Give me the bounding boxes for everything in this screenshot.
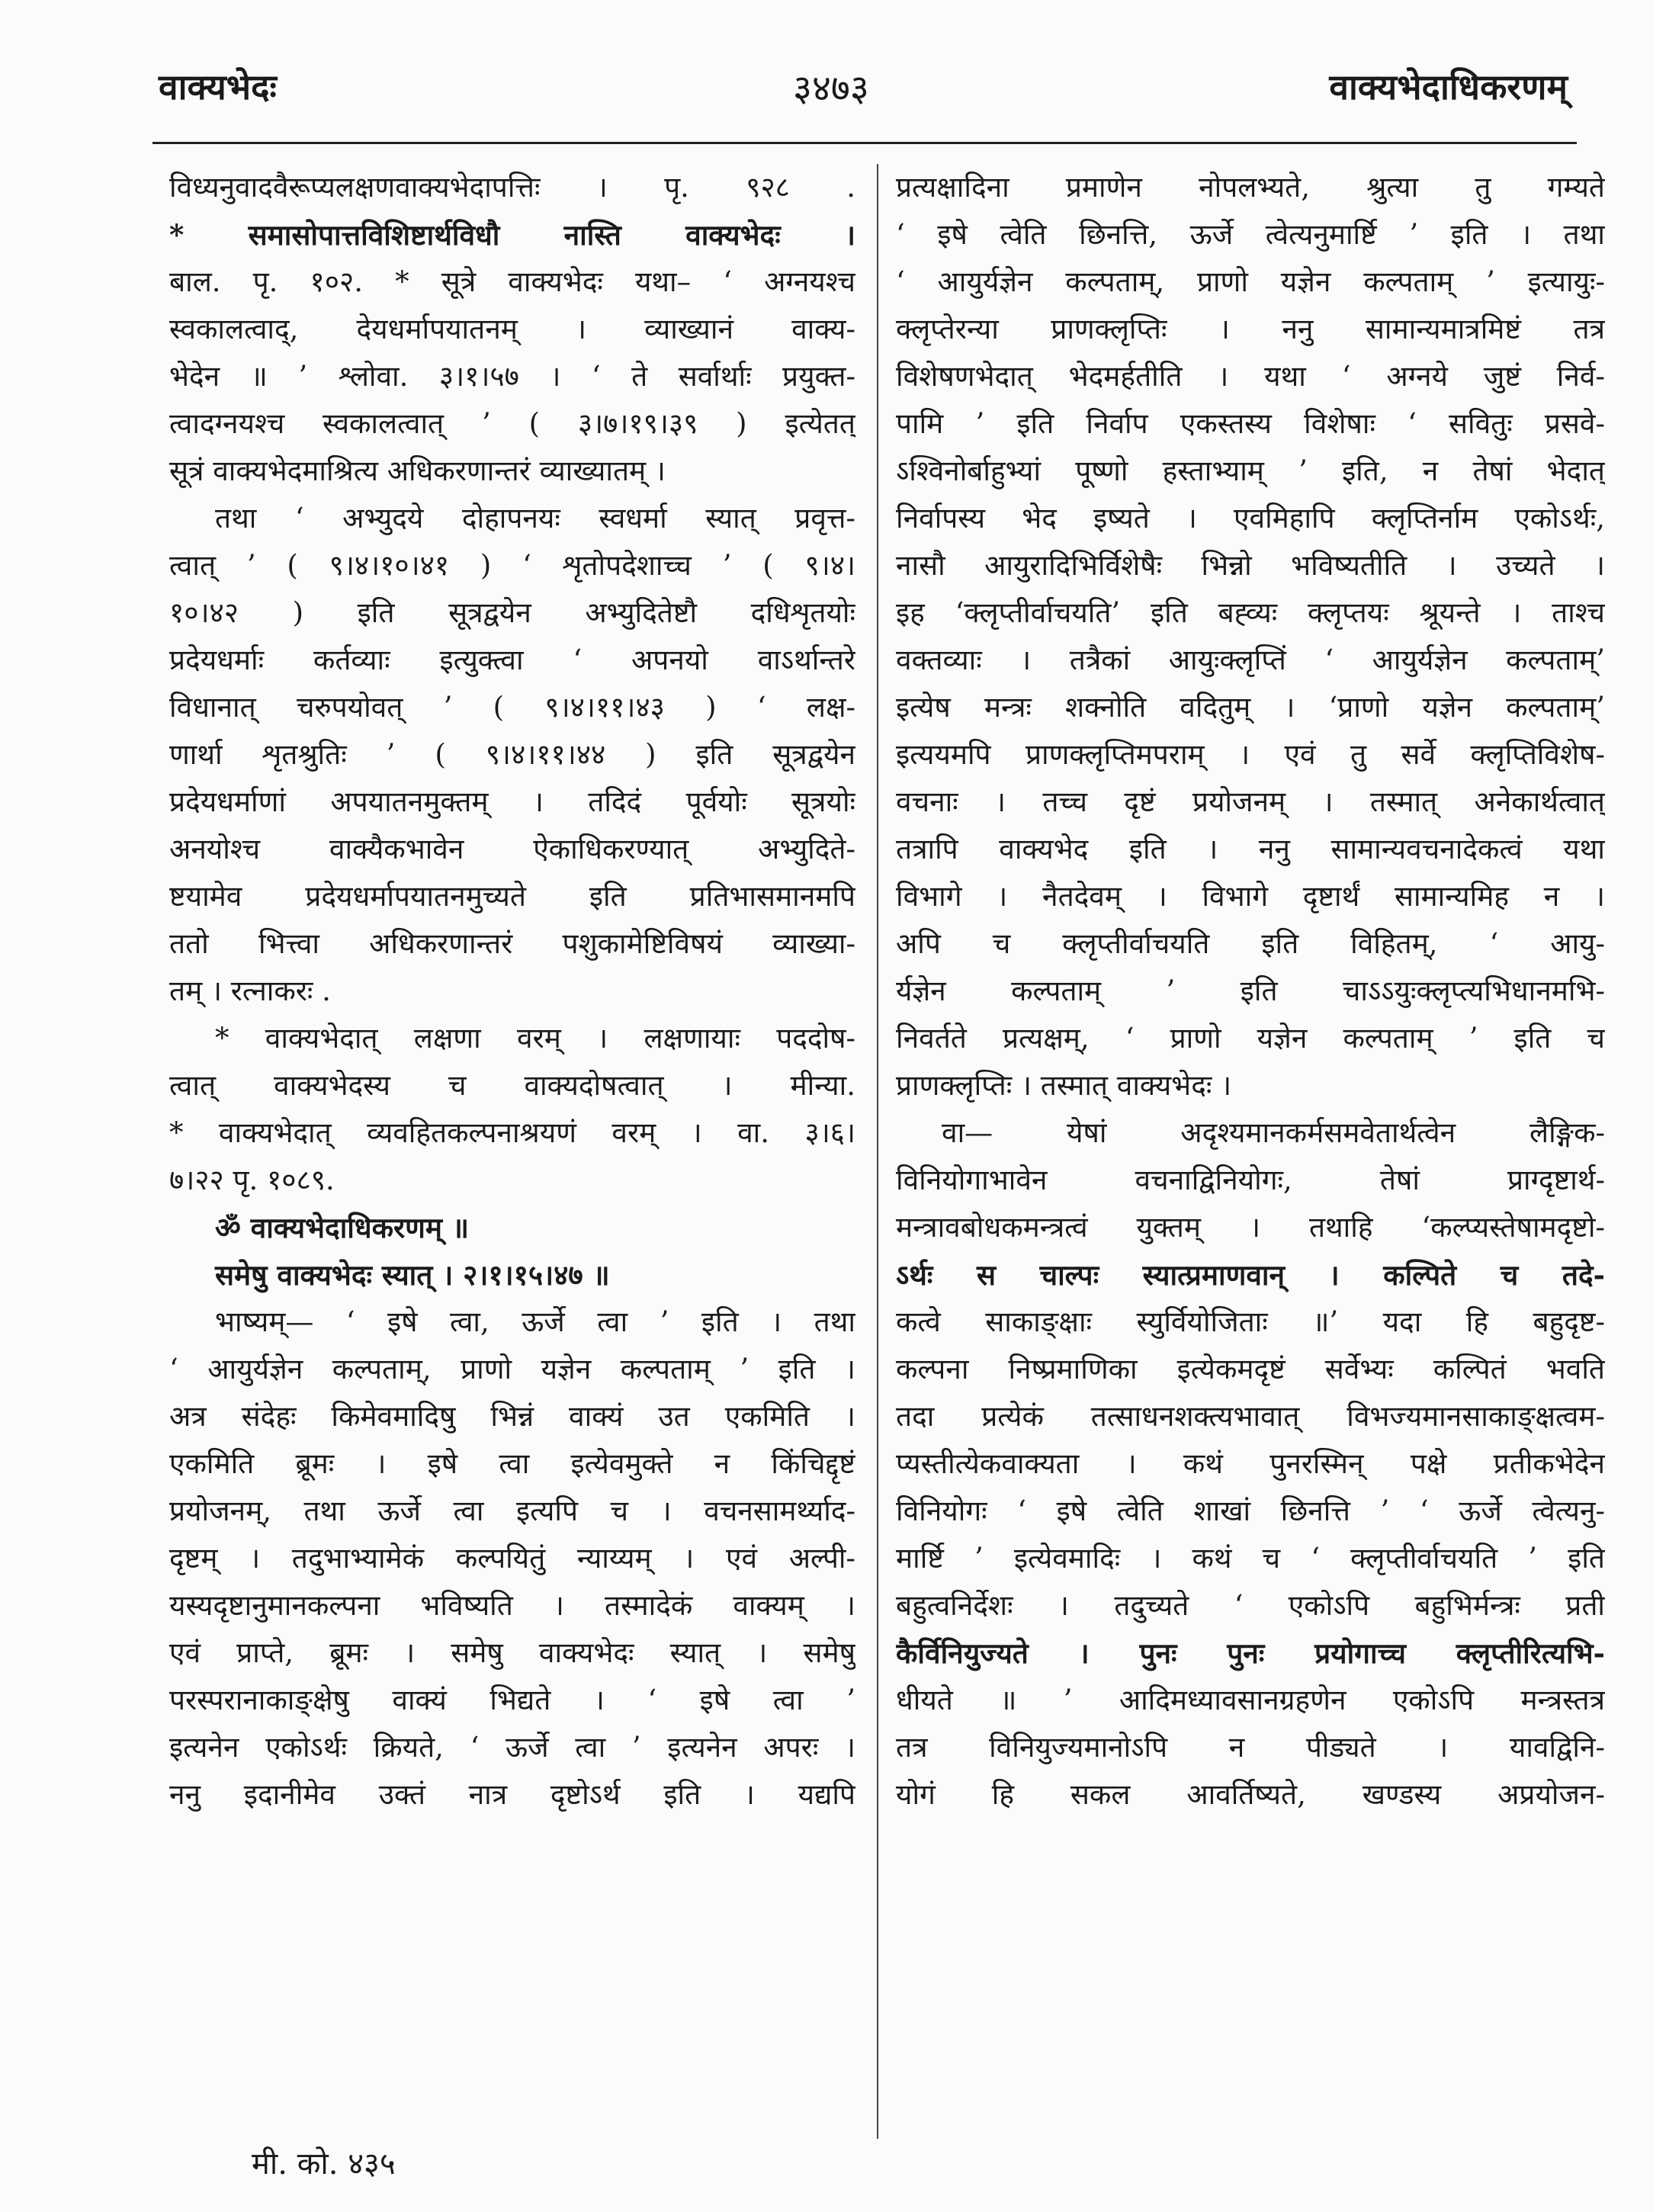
text-line: णार्था शृतश्रुतिः ’ ( ९।४।११।४४ ) इति सूत्रद्वयेन bbox=[169, 738, 855, 771]
text-line: विनियोगाभावेन वचनाद्विनियोगः, तेषां प्राग्दृष्टार्थ- bbox=[896, 1164, 1605, 1196]
text-line: वा— येषां अदृश्यमानकर्मसमवेतार्थत्वेन लैङ्गिक- bbox=[942, 1116, 1605, 1149]
text-line: ऽश्विनोर्बाहुभ्यां पूष्णो हस्ताभ्याम् ’ इति, न तेषां भेदात् bbox=[896, 454, 1605, 487]
text-line: * वाक्यभेदात् व्यवहितकल्पनाश्रयणं वरम् । वा. ३।६। bbox=[169, 1116, 855, 1149]
text-line: अनयोश्च वाक्यैकभावेन ऐकाधिकरण्यात् अभ्युदिते- bbox=[169, 833, 855, 865]
text-line: प्रयोजनम्, तथा ऊर्जे त्वा इत्यपि च । वचनसामर्थ्याद- bbox=[169, 1494, 855, 1527]
text-line: निर्वापस्य भेद इष्यते । एवमिहापि क्लृप्तिर्नाम एकोऽर्थः, bbox=[896, 502, 1605, 535]
text-line: तत्रापि वाक्यभेद इति । ननु सामान्यवचनादेकत्वं यथा bbox=[896, 833, 1605, 865]
text-line: धीयते ॥ ’ आदिमध्यावसानग्रहणेन एकोऽपि मन्त्रस्तत्र bbox=[896, 1684, 1605, 1716]
text-line: ष्टयामेव प्रदेयधर्मापयातनमुच्यते इति प्रतिभासमानमपि bbox=[169, 880, 855, 913]
text-line: प्यस्तीत्येकवाक्यता । कथं पुनरस्मिन् पक्षे प्रतीकभेदेन bbox=[896, 1447, 1605, 1480]
section-heading: ॐ वाक्यभेदाधिकरणम् ॥ bbox=[215, 1211, 470, 1244]
text-line: कत्वे साकाङ्क्षाः स्युर्वियोजिताः ॥’ यदा हि बहुदृष्ट- bbox=[896, 1305, 1605, 1338]
text-line: इत्यनेन एकोऽर्थः क्रियते, ‘ ऊर्जे त्वा ’ इत्यनेन अपरः । bbox=[169, 1731, 855, 1764]
text-line: त्वादग्नयश्च स्वकालत्वात् ’ ( ३।७।१९।३९ ) इत्येतत् bbox=[169, 407, 855, 440]
text-line: १०।४२ ) इति सूत्रद्वयेन अभ्युदितेष्टौ दधिशृतयोः bbox=[169, 596, 855, 629]
text-line: बाल. पृ. १०२. * सूत्रे वाक्यभेदः यथा– ‘ अग्नयश्च bbox=[169, 265, 855, 298]
text-line: र्यज्ञेन कल्पताम् ’ इति चाऽऽयुःक्लृप्त्यभिधानमभि- bbox=[896, 974, 1605, 1007]
sutra-heading: समेषु वाक्यभेदः स्यात् । २।१।१५।४७ ॥ bbox=[215, 1258, 610, 1292]
text-line: कल्पना निष्प्रमाणिका इत्येकमदृष्टं सर्वेभ्यः कल्पितं भवति bbox=[896, 1353, 1605, 1385]
left-column bbox=[169, 164, 855, 2085]
text-line: एवं प्राप्ते, ब्रूमः । समेषु वाक्यभेदः स्यात् । समेषु bbox=[169, 1636, 855, 1669]
header-rule bbox=[152, 142, 1577, 144]
text-line: ऽर्थः स चाल्पः स्यात्प्रमाणवान् । कल्पिते च तदे- bbox=[896, 1258, 1605, 1292]
text-line: मन्त्रावबोधकमन्त्रत्वं युक्तम् । तथाहि ‘कल्प्यस्तेषामदृष्टो- bbox=[896, 1211, 1605, 1244]
page-footer: मी. को. ४३५ bbox=[252, 2146, 396, 2182]
text-line: प्रदेयधर्माः कर्तव्याः इत्युक्त्वा ‘ अपनयो वाऽर्थान्तरे bbox=[169, 644, 855, 676]
text-line: त्वात् ’ ( ९।४।१०।४१ ) ‘ शृतोपदेशाच्च ’ ( ९।४। bbox=[169, 549, 855, 582]
text-line: प्रदेयधर्माणां अपयातनमुक्तम् । तदिदं पूर्वयोः सूत्रयोः bbox=[169, 785, 855, 818]
text-line: यस्यदृष्टानुमानकल्पना भविष्यति । तस्मादेकं वाक्यम् । bbox=[169, 1589, 855, 1622]
text-line: ततो भित्त्वा अधिकरणान्तरं पशुकामेष्टिविषयं व्याख्या- bbox=[169, 927, 855, 960]
text-line: सूत्रं वाक्यभेदमाश्रित्य अधिकरणान्तरं व्याख्यातम् । bbox=[169, 454, 666, 487]
text-line: * वाक्यभेदात् लक्षणा वरम् । लक्षणायाः पददोष- bbox=[215, 1022, 855, 1055]
text-line: तत्र विनियुज्यमानोऽपि न पीड्यते । यावद्विनि- bbox=[896, 1731, 1605, 1764]
text-line: मार्ष्टि ’ इत्येवमादिः । कथं च ‘ क्लृप्तीर्वाचयति ’ इति bbox=[896, 1542, 1605, 1575]
text-line: ‘ आयुर्यज्ञेन कल्पताम्, प्राणो यज्ञेन कल्पताम् ’ इत्यायुः- bbox=[896, 265, 1605, 298]
text-line: स्वकालत्वाद्, देयधर्मापयातनम् । व्याख्यानं वाक्य- bbox=[169, 313, 855, 345]
text-line: बहुत्वनिर्देशः । तदुच्यते ‘ एकोऽपि बहुभिर्मन्त्रः प्रती bbox=[896, 1589, 1605, 1622]
text-line: त्वात् वाक्यभेदस्य च वाक्यदोषत्वात् । मीन्या. bbox=[169, 1069, 855, 1102]
text-line: इह ‘क्लृप्तीर्वाचयति’ इति बह्व्यः क्लृप्तयः श्रूयन्ते । ताश्च bbox=[896, 596, 1605, 629]
text-line: निवर्तते प्रत्यक्षम्, ‘ प्राणो यज्ञेन कल्पताम् ’ इति च bbox=[896, 1022, 1605, 1055]
text-line: भेदेन ॥ ’ श्लोवा. ३।१।५७ । ‘ ते सर्वार्थाः प्रयुक्त- bbox=[169, 360, 855, 393]
text-line: ननु इदानीमेव उक्तं नात्र दृष्टोऽर्थ इति । यद्यपि bbox=[169, 1778, 855, 1811]
page-number: ३४७३ bbox=[793, 67, 869, 110]
text-line: तदा प्रत्येकं तत्साधनशक्त्यभावात् विभज्यमानसाकाङ्क्षत्वम- bbox=[896, 1400, 1605, 1433]
text-line: विभागे । नैतदेवम् । विभागे दृष्टार्थं सामान्यमिह न । bbox=[896, 880, 1605, 913]
text-line: परस्परानाकाङ्क्षेषु वाक्यं भिद्यते । ‘ इषे त्वा ’ bbox=[169, 1684, 855, 1716]
text-line: अत्र संदेहः किमेवमादिषु भिन्नं वाक्यं उत एकमिति । bbox=[169, 1400, 855, 1433]
text-line: भाष्यम्— ‘ इषे त्वा, ऊर्जे त्वा ’ इति । तथा bbox=[215, 1305, 855, 1338]
text-line: ‘ इषे त्वेति छिनत्ति, ऊर्जे त्वेत्यनुमार्ष्टि ’ इति । तथा bbox=[896, 218, 1605, 251]
text-line: विधानात् चरुपयोवत् ’ ( ९।४।११।४३ ) ‘ लक्ष- bbox=[169, 691, 855, 724]
text-line: इत्येष मन्त्रः शक्नोति वदितुम् । ‘प्राणो यज्ञेन कल्पताम्’ bbox=[896, 691, 1605, 724]
running-header-right: वाक्यभेदाधिकरणम् bbox=[1329, 66, 1568, 108]
text-line: पामि ’ इति निर्वाप एकस्तस्य विशेषाः ‘ सवितुः प्रसवे- bbox=[896, 407, 1605, 440]
text-line: अपि च क्लृप्तीर्वाचयति इति विहितम्, ‘ आयु- bbox=[896, 927, 1605, 960]
text-line: तम् । रत्नाकरः . bbox=[169, 974, 331, 1007]
text-line: नासौ आयुरादिभिर्विशेषैः भिन्नो भविष्यतीति । उच्यते । bbox=[896, 549, 1605, 582]
column-divider bbox=[877, 164, 878, 2139]
running-header-left: वाक्यभेदः bbox=[159, 66, 277, 108]
text-line: ७।२२ पृ. १०८९. bbox=[169, 1164, 335, 1196]
text-line: * समासोपात्तविशिष्टार्थविधौ नास्ति वाक्यभेदः । bbox=[169, 218, 855, 252]
text-line: विशेषणभेदात् भेदमर्हतीति । यथा ‘ अग्नये जुष्टं निर्व- bbox=[896, 360, 1605, 393]
text-line: क्लृप्तेरन्या प्राणक्लृप्तिः । ननु सामान्यमात्रमिष्टं तत्र bbox=[896, 313, 1605, 345]
text-line: कैर्विनियुज्यते । पुनः पुनः प्रयोगाच्च क्लृप्तीरित्यभि- bbox=[896, 1636, 1605, 1670]
text-line: इत्ययमपि प्राणक्लृप्तिमपराम् । एवं तु सर्वे क्लृप्तिविशेष- bbox=[896, 738, 1605, 771]
text-line: दृष्टम् । तदुभाभ्यामेकं कल्पयितुं न्याय्यम् । एवं अल्पी- bbox=[169, 1542, 855, 1575]
text-line: एकमिति ब्रूमः । इषे त्वा इत्येवमुक्ते न किंचिद्दृष्टं bbox=[169, 1447, 855, 1480]
text-line: प्रत्यक्षादिना प्रमाणेन नोपलभ्यते, श्रुत्या तु गम्यते bbox=[896, 171, 1605, 204]
text-line: प्राणक्लृप्तिः । तस्मात् वाक्यभेदः । bbox=[896, 1069, 1232, 1102]
text-line: ‘ आयुर्यज्ञेन कल्पताम्, प्राणो यज्ञेन कल्पताम् ’ इति । bbox=[169, 1353, 855, 1385]
text-line: वचनाः । तच्च दृष्टं प्रयोजनम् । तस्मात् अनेकार्थत्वात् bbox=[896, 785, 1605, 818]
right-column bbox=[896, 164, 1605, 2139]
text-line: विनियोगः ‘ इषे त्वेति शाखां छिनत्ति ’ ‘ ऊर्जे त्वेत्यनु- bbox=[896, 1494, 1605, 1527]
text-line: योगं हि सकल आवर्तिष्यते, खण्डस्य अप्रयोजन- bbox=[896, 1778, 1605, 1811]
text-line: विध्यनुवादवैरूप्यलक्षणवाक्यभेदापत्तिः । पृ. ९२८ . bbox=[169, 171, 855, 204]
text-line: वक्तव्याः । तत्रैकां आयुःक्लृप्तिं ‘ आयुर्यज्ञेन कल्पताम्’ bbox=[896, 644, 1605, 676]
text-line: तथा ‘ अभ्युदये दोहापनयः स्वधर्मा स्यात् प्रवृत्त- bbox=[215, 502, 855, 535]
